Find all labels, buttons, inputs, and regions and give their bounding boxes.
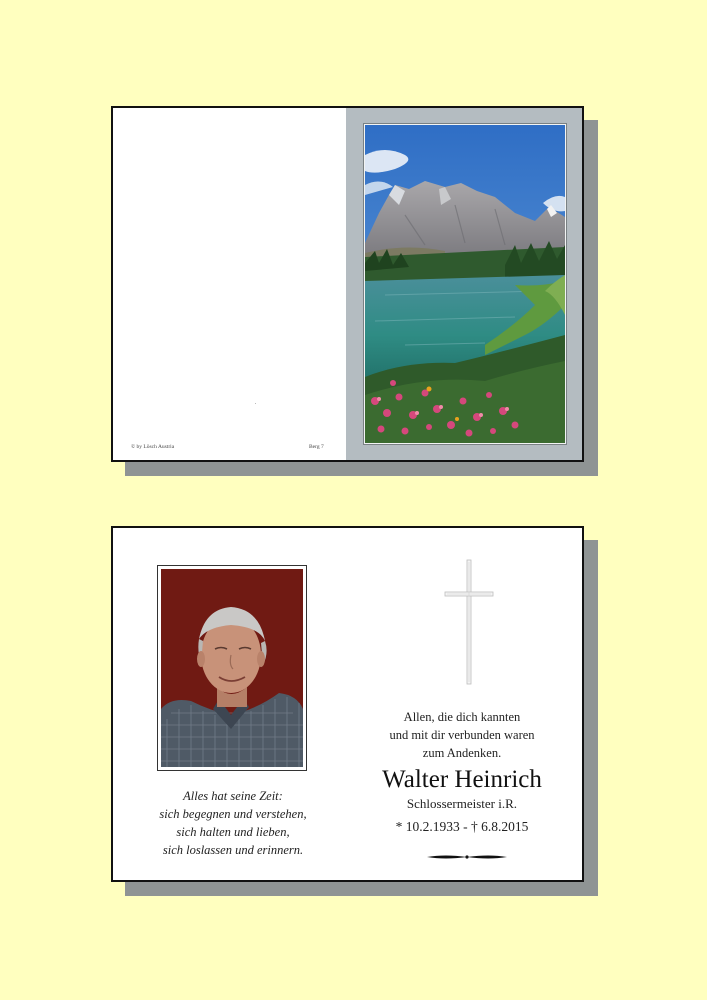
front-right-panel (346, 108, 582, 460)
speck (255, 403, 256, 404)
life-dates: * 10.2.1933 - † 6.8.2015 (395, 819, 529, 834)
copyright-note: © by Lösch Austria (131, 444, 175, 450)
tribute-text (353, 708, 571, 762)
back-card (111, 526, 584, 882)
verse-line: sich begegnen und verstehen, (159, 807, 307, 821)
portrait-photo (161, 569, 303, 767)
occupation: Schlossermeister i.R. (406, 796, 518, 811)
tribute-line: Allen, die dich kannten (403, 710, 521, 724)
tribute-line: und mit dir verbunden waren (389, 728, 535, 742)
mountain-lake-image (365, 125, 565, 443)
verse-line: sich loslassen und erinnern. (162, 843, 304, 857)
verse-line: sich halten und lieben, (176, 825, 290, 839)
memorial-verse (133, 787, 333, 859)
landscape-photo (364, 124, 566, 444)
cross-icon (443, 558, 495, 688)
verse-line: Alles hat seine Zeit: (183, 789, 283, 803)
deceased-name: Walter Heinrich (382, 766, 542, 793)
portrait-frame (157, 565, 307, 771)
ornament-divider-icon (425, 849, 509, 859)
tribute-line: zum Andenken. (422, 746, 502, 760)
front-left-panel (113, 108, 346, 460)
design-code: Berg 7 (309, 444, 324, 450)
portrait-image (161, 569, 303, 767)
front-card (111, 106, 584, 462)
